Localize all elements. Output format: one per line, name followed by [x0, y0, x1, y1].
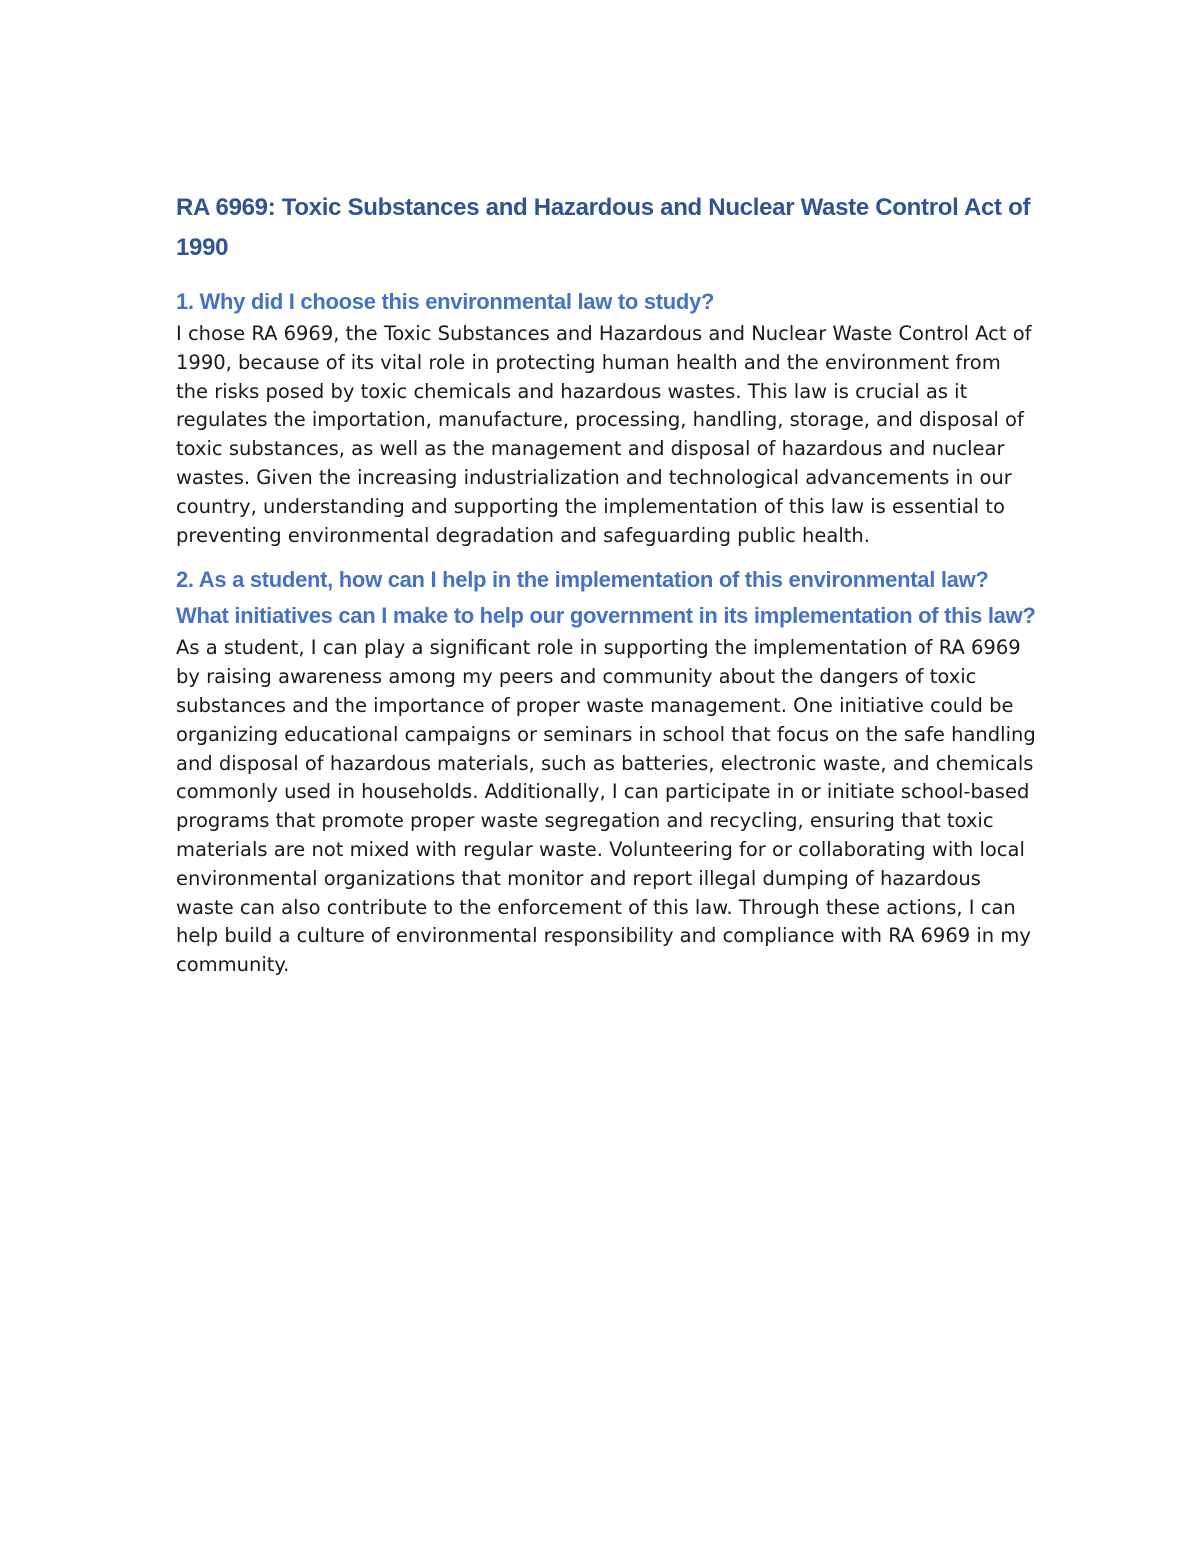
question-1: 1. Why did I choose this environmental law to study? — [176, 289, 715, 314]
answer-1: I chose RA 6969, the Toxic Substances and Hazardous and Nuclear Waste Control Act of 1990, because of its vital role in protecting human health and the environment from the risks posed by toxic chemicals and hazardous wastes. This law is crucial as it regulates the importation, manufacture, processing, handling, storage, and disposal of toxic substances, as well as the management and disposal of hazardous and nuclear wastes. Given the increasing industrialization and technological advancements in our country, understanding and supporting the implementation of this law is essential to preventing environmental degradation and safeguarding public health. — [176, 322, 1032, 547]
document-title: RA 6969: Toxic Substances and Hazardous and Nuclear Waste Control Act of 1990 — [176, 194, 1031, 261]
document-page — [176, 188, 1036, 980]
section-2 — [176, 562, 1036, 980]
section-1 — [176, 284, 1036, 550]
answer-2: As a student, I can play a significant role in supporting the implementation of RA 6969 by raising awareness among my peers and community about the dangers of toxic substances and the importance of proper waste management. One initiative could be organizing educational campaigns or seminars in school that focus on the safe handling and disposal of hazardous materials, such as batteries, electronic waste, and chemicals commonly used in households. Additionally, I can participate in or initiate school-based programs that promote proper waste segregation and recycling, ensuring that toxic materials are not mixed with regular waste. Volunteering for or collaborating with local environmental organizations that monitor and report illegal dumping of hazardous waste can also contribute to the enforcement of this law. Through these actions, I can help build a culture of environmental responsibility and compliance with RA 6969 in my community. — [176, 636, 1036, 977]
question-2: 2. As a student, how can I help in the implementation of this environmental law? What initiatives can I make to help our government in its implementation of this law? — [176, 567, 1036, 629]
